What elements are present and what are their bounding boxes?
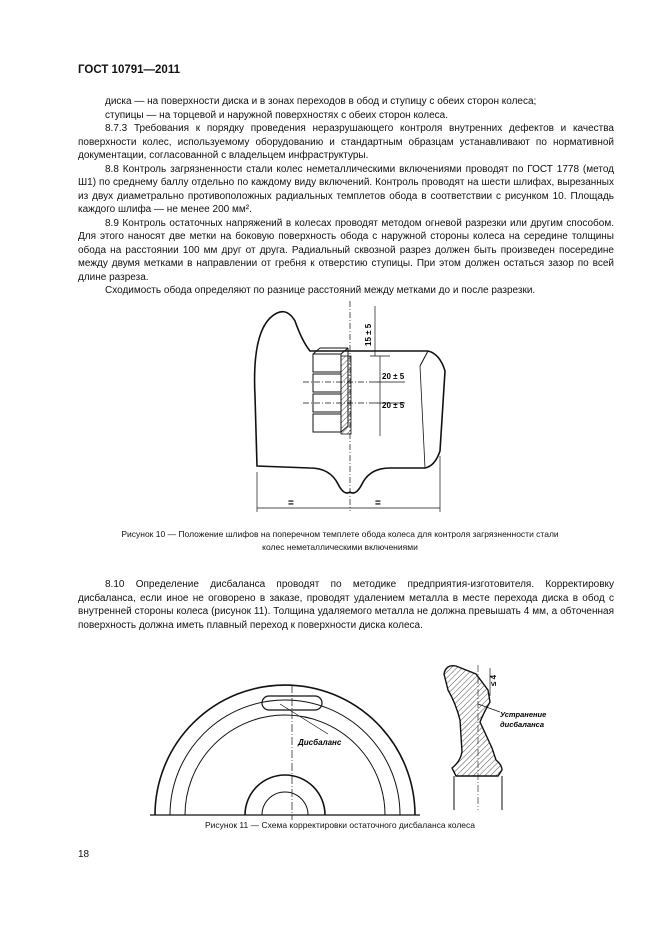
document-header: ГОСТ 10791—2011 bbox=[78, 64, 180, 76]
removal-label-1: Устранение bbox=[500, 710, 547, 719]
paragraph-8-8: 8.8 Контроль загрязненности стали колес неметаллическими включениями проводят по ГОСТ 1778 (метод Ш1) по среднему баллу отдельно по каждому виду включений. Контроль проводят на шести шлифах, вырезанных из двух диаметрально противоположных радиальных темплетов обода в соответствии с рисунком 10. Площадь каждого шлифа — не менее 200 мм². bbox=[78, 163, 614, 215]
paragraph-disc: диска — на поверхности диска и в зонах переходов в обод и ступицу с обеих сторон колеса; bbox=[105, 96, 537, 107]
paragraph-8-10: 8.10 Определение дисбаланса проводят по методике предприятия-изготовителя. Корректировку дисбаланса, если иное не оговорено в заказе, проводят удалением металла в месте перехода диска в обод с внутренней стороны колеса (рисунок 11). Толщина удаляемого металла не должна превышать 4 мм, а обточенная поверхность должна иметь плавный переход к поверхности диска колеса. bbox=[78, 579, 614, 631]
figure-11-caption bbox=[60, 819, 620, 832]
figure-11-section bbox=[436, 660, 566, 820]
dim-max-label: ≤ 4 bbox=[489, 674, 498, 686]
hatched-samples bbox=[341, 356, 351, 434]
figure-11-caption-text: Рисунок 11 — Схема корректировки остаточного дисбаланса колеса bbox=[205, 820, 475, 830]
page-number: 18 bbox=[78, 849, 90, 860]
paragraph-convergence: Сходимость обода определяют по разнице расстояний между метками до и после разрезки. bbox=[105, 285, 536, 296]
figure-10-caption bbox=[60, 528, 620, 554]
figure-10-drawing bbox=[230, 296, 460, 521]
dim-vertical-label: 15 ± 5 bbox=[364, 323, 373, 346]
disbalance-label: Дисбаланс bbox=[298, 738, 342, 747]
equal-left-mark: = bbox=[288, 498, 294, 509]
paragraph-8-9: 8.9 Контроль остаточных напряжений в колесах проводят методом огневой разрезки или другим способом. Для этого наносят две метки на боковую поверхность обода с наружной стороны колеса на середине толщины обода на расстоянии 100 мм друг от друга. Радиальный сквозной разрез должен быть произведен посередине между двумя метками в направлении от гребня к отверстию ступицы. При этом должен остаться зазор по всей длине разреза. bbox=[78, 217, 614, 283]
figure-10-caption-line-2: колес неметаллическими включениями bbox=[262, 542, 418, 552]
dim-bottom-label: 20 ± 5 bbox=[382, 401, 405, 410]
paragraph-8-7-3: 8.7.3 Требования к порядку проведения неразрушающего контроля внутренних дефектов и качества поверхности колес, используемому оборудованию и стандартным образцам устанавливают по нормативной документации, согласованной с владельцем инфраструктуры. bbox=[78, 123, 614, 161]
paragraph-hub: ступицы — на торцевой и наружной поверхностях с обеих сторон колеса. bbox=[105, 109, 449, 121]
removal-label-2: дисбаланса bbox=[500, 720, 545, 729]
dim-top-label: 20 ± 5 bbox=[382, 372, 405, 381]
equal-right-mark: = bbox=[375, 498, 381, 509]
figure-11-wheel bbox=[150, 660, 420, 820]
text-block-2 bbox=[78, 578, 614, 632]
figure-10-caption-line-1: Рисунок 10 — Положение шлифов на поперечном темплете обода колеса для контроля загрязненности стали bbox=[121, 529, 559, 539]
text-block-1 bbox=[78, 95, 614, 298]
